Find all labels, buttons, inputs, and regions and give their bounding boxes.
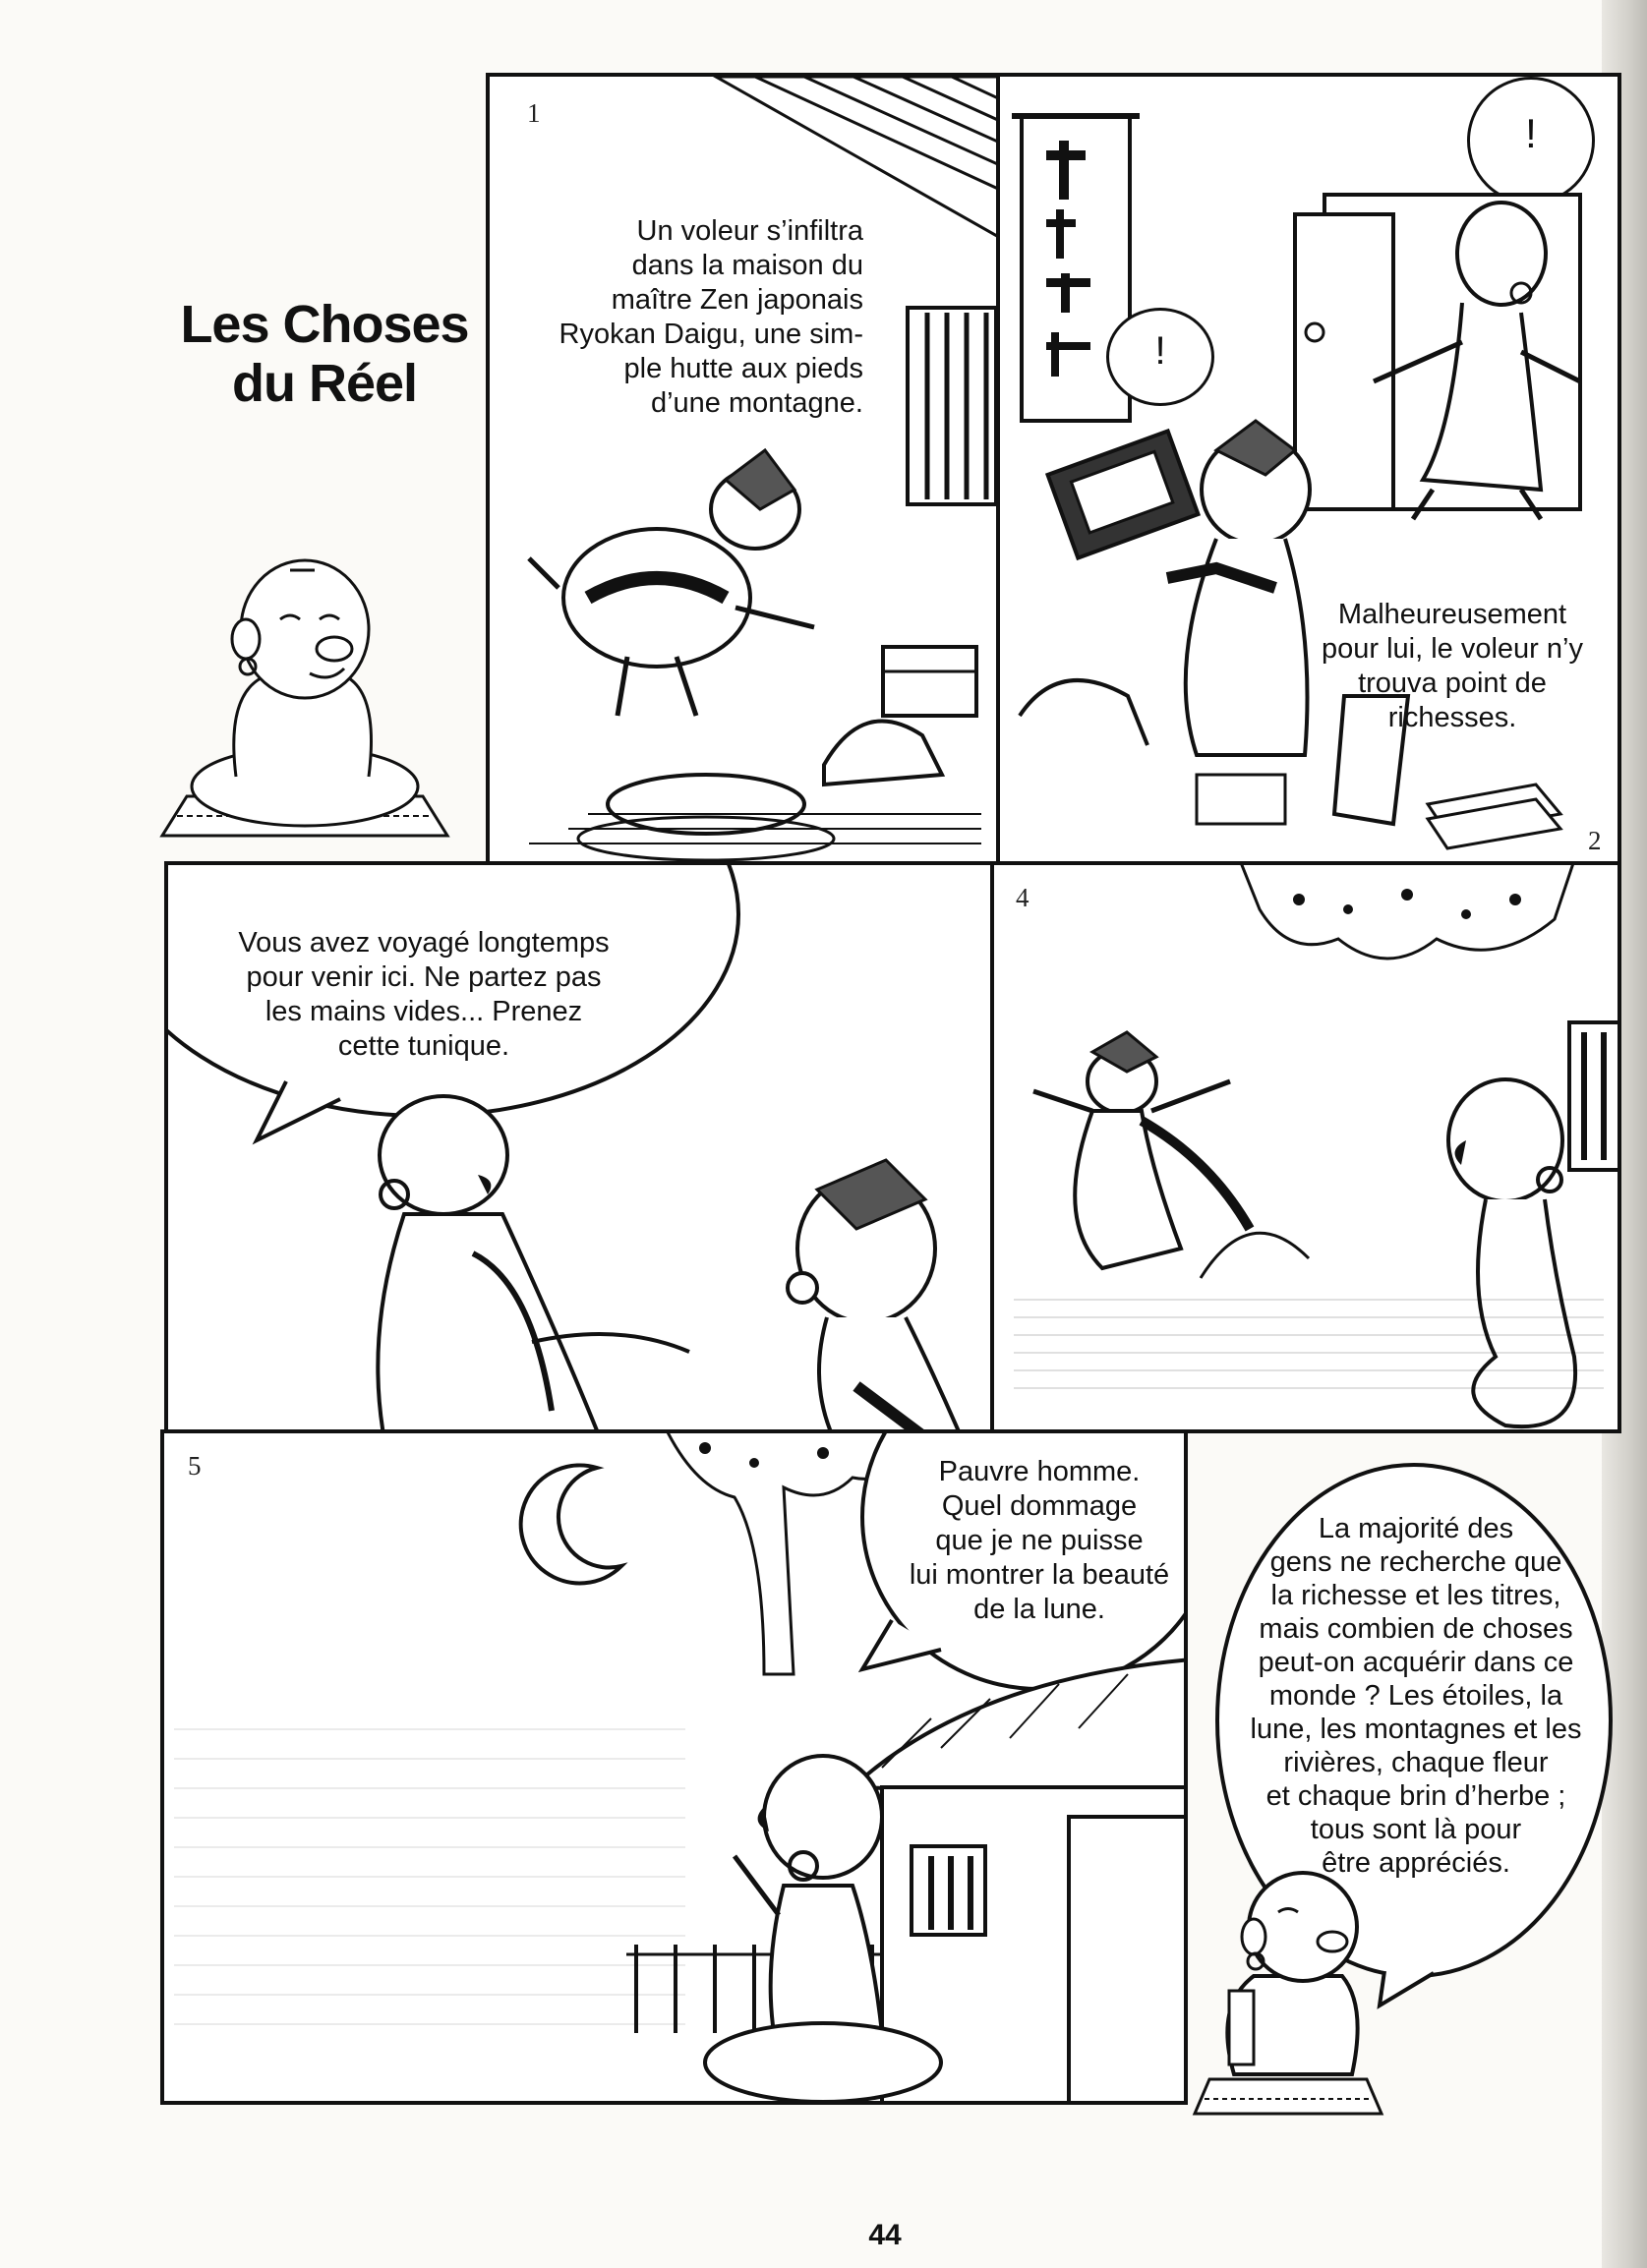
speech-line: Pauvre homme.: [938, 1456, 1141, 1487]
speech-line: les mains vides... Prenez: [265, 996, 583, 1027]
speech-line: tous sont là pour: [1310, 1814, 1522, 1845]
title-line-2: du Réel: [231, 354, 418, 413]
books-stack: [1418, 765, 1565, 853]
speech-line: La majorité des: [1318, 1513, 1514, 1544]
speech-line: monde ? Les étoiles, la: [1268, 1680, 1563, 1712]
closing-speech: [1219, 1512, 1613, 1880]
caption-line: dans la maison du: [631, 250, 863, 281]
speech-line: lui montrer la beauté: [909, 1559, 1170, 1591]
caption-line: d’une montagne.: [650, 387, 863, 419]
panel-5: [160, 1429, 1188, 2105]
speech-line: rivières, chaque fleur: [1283, 1747, 1549, 1778]
caption-line: pour lui, le voleur n’y: [1322, 633, 1583, 665]
speech-line: de la lune.: [973, 1594, 1105, 1625]
ground-dashes: [1014, 1287, 1604, 1405]
speech-line: pour venir ici. Ne partez pas: [246, 961, 602, 993]
caption-line: ple hutte aux pieds: [623, 353, 863, 384]
tree-foliage: [1240, 861, 1574, 988]
exclamation-text: !: [1154, 329, 1166, 373]
panel-number: 4: [1016, 883, 1029, 912]
speech-line: que je ne puisse: [935, 1525, 1144, 1556]
speech-line: et chaque brin d’herbe ;: [1265, 1780, 1566, 1812]
panel-3: [164, 861, 1000, 1433]
title-line-1: Les Choses: [180, 295, 469, 354]
thief-fleeing-illustration: [1033, 1022, 1328, 1278]
panel-2-caption: [1285, 598, 1619, 735]
thief-sneaking-illustration: [529, 450, 981, 863]
panel-number: 5: [188, 1451, 202, 1481]
crescent-moon: [508, 1458, 636, 1586]
caption-line: maître Zen japonais: [611, 284, 863, 316]
thief-receiving-illustration: [738, 1160, 994, 1433]
speech-line: Vous avez voyagé longtemps: [238, 927, 610, 959]
speech-line: Quel dommage: [941, 1490, 1138, 1522]
speech-line: la richesse et les titres,: [1270, 1580, 1561, 1611]
seated-monk-illustration: [1195, 1868, 1391, 2123]
page-number: 44: [868, 2219, 902, 2251]
caption-line: trouva point de: [1358, 668, 1547, 699]
ground-dashes: [174, 1728, 685, 2053]
panel-5-speech: [872, 1455, 1188, 1627]
caption-line: richesses.: [1387, 702, 1517, 733]
panel-number: 2: [1588, 826, 1602, 855]
speech-line: gens ne recherche que: [1269, 1546, 1562, 1578]
caption-line: Malheureusement: [1337, 599, 1567, 630]
monk-moon-gazing-illustration: [695, 1748, 951, 2105]
panel-4: [990, 861, 1621, 1433]
panel-number: 1: [527, 98, 541, 128]
exclamation-text: !: [1525, 110, 1537, 156]
panel-2: [996, 73, 1621, 865]
speech-line: peut-on acquérir dans ce: [1258, 1647, 1574, 1678]
speech-line: être appréciés.: [1322, 1847, 1510, 1879]
speech-line: cette tunique.: [337, 1030, 510, 1062]
meditating-monk-illustration: [157, 551, 452, 845]
panel-1-caption: [490, 214, 863, 421]
speech-line: lune, les montagnes et les: [1250, 1714, 1582, 1745]
speech-line: mais combien de choses: [1259, 1613, 1573, 1645]
panel-3-speech: [168, 926, 679, 1064]
panel-1: [486, 73, 1000, 865]
monk-offering-tunic-illustration: [306, 1086, 719, 1433]
caption-line: Ryokan Daigu, une sim-: [559, 319, 863, 350]
comic-title: [157, 295, 492, 413]
caption-line: Un voleur s’infiltra: [636, 215, 863, 247]
